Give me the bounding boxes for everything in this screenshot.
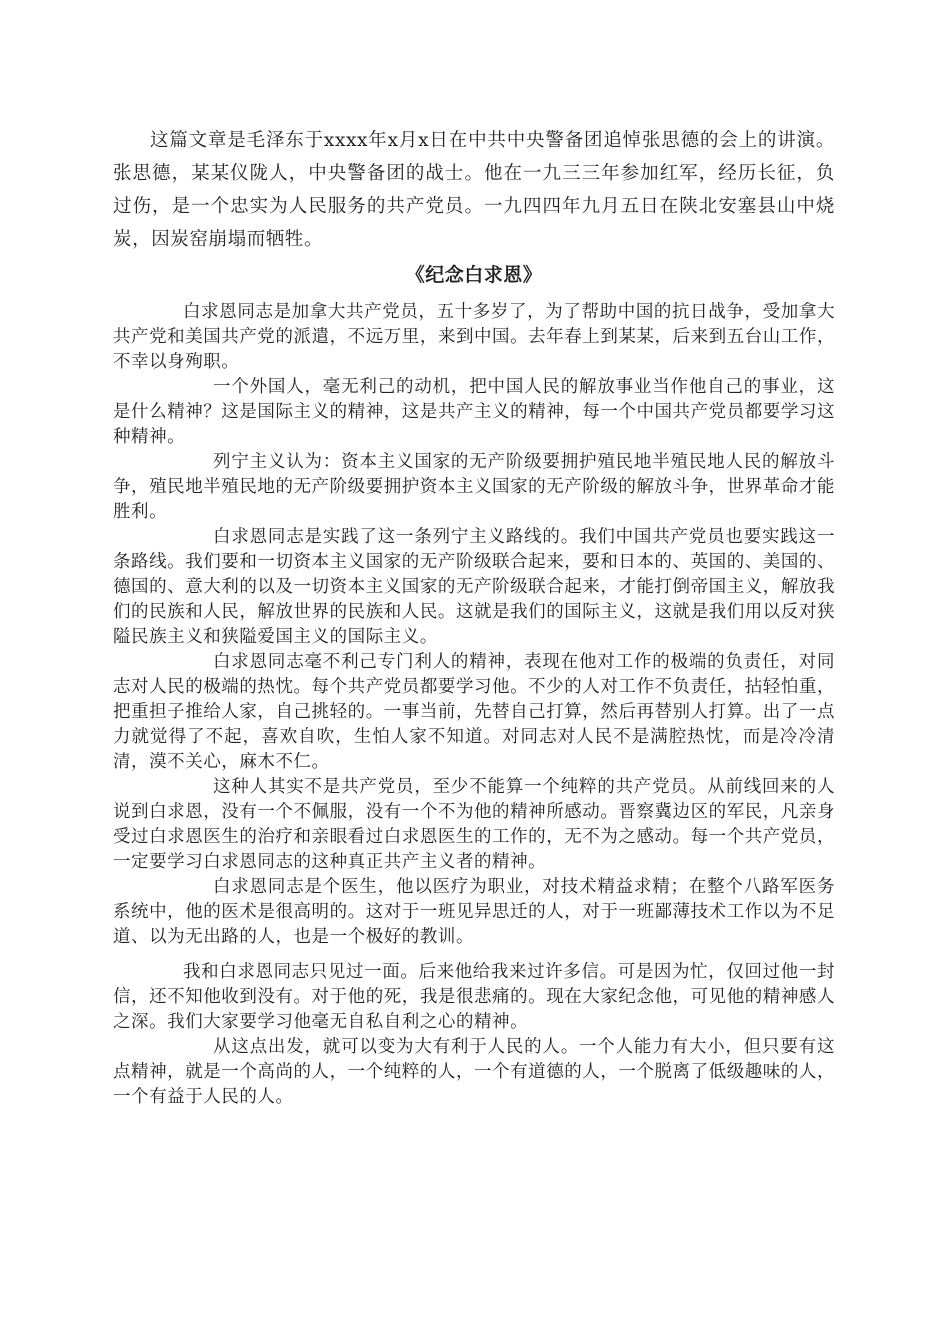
body-paragraph: 白求恩同志是加拿大共产党员，五十多岁了，为了帮助中国的抗日战争，受加拿大共产党和美国共产党的派遣，不远万里，来到中国。去年春上到某某，后来到五台山工作，不幸以身殉职。 (113, 302, 835, 372)
article-title: 《纪念白求恩》 (405, 264, 543, 286)
body-paragraph: 这种人其实不是共产党员，至少不能算一个纯粹的共产党员。从前线回来的人说到白求恩，没有一个不佩服，没有一个不为他的精神所感动。晋察冀边区的军民，凡亲身受过白求恩医生的治疗和亲眼看过白求恩医生的工作的，无不为之感动。每一个共产党员，一定要学习白求恩同志的这种真正共产主义者的精神。 (113, 777, 835, 872)
body-paragraph: 白求恩同志是个医生，他以医疗为职业，对技术精益求精；在整个八路军医务系统中，他的医术是很高明的。这对于一班见异思迁的人，对于一班鄙薄技术工作以为不足道、以为无出路的人，也是一个极好的教训。 (113, 877, 835, 947)
body-paragraph: 从这点出发，就可以变为大有利于人民的人。一个人能力有大小，但只要有这点精神，就是一个高尚的人，一个纯粹的人，一个有道德的人，一个脱离了低级趣味的人，一个有益于人民的人。 (113, 1037, 835, 1107)
intro-paragraph: 这篇文章是毛泽东于xxxx年x月x日在中共中央警备团追悼张思德的会上的讲演。 张思德，某某仪陇人，中央警备团的战士。他在一九三三年参加红军，经历长征，负过伤，是一个忠实为人民服务的共产党员。一九四四年九月五日在陕北安塞县山中烧炭，因炭窑崩塌而牺牲。 (113, 130, 835, 250)
body-paragraph: 我和白求恩同志只见过一面。后来他给我来过许多信。可是因为忙，仅回过他一封信，还不知他收到没有。对于他的死，我是很悲痛的。现在大家纪念他，可见他的精神感人之深。我们大家要学习他毫无自私自利之心的精神。 (113, 962, 835, 1032)
body-paragraph: 白求恩同志毫不利己专门利人的精神，表现在他对工作的极端的负责任，对同志对人民的极端的热忱。每个共产党员都要学习他。不少的人对工作不负责任，拈轻怕重，把重担子推给人家，自己挑轻的。一事当前，先替自己打算，然后再替别人打算。出了一点力就觉得了不起，喜欢自吹，生怕人家不知道。对同志对人民不是满腔热忱，而是冷冷清清，漠不关心，麻木不仁。 (113, 652, 835, 772)
body-paragraph: 列宁主义认为：资本主义国家的无产阶级要拥护殖民地半殖民地人民的解放斗争，殖民地半殖民地的无产阶级要拥护资本主义国家的无产阶级的解放斗争，世界革命才能胜利。 (113, 452, 835, 522)
body-paragraph: 一个外国人，毫无利己的动机，把中国人民的解放事业当作他自己的事业，这是什么精神？这是国际主义的精神，这是共产主义的精神，每一个中国共产党员都要学习这种精神。 (113, 377, 835, 447)
article-body (113, 300, 835, 1110)
body-paragraph: 白求恩同志是实践了这一条列宁主义路线的。我们中国共产党员也要实践这一条路线。我们要和一切资本主义国家的无产阶级联合起来，要和日本的、英国的、美国的、德国的、意大利的以及一切资本主义国家的无产阶级联合起来，才能打倒帝国主义，解放我们的民族和人民，解放世界的民族和人民。这就是我们的国际主义，这就是我们用以反对狭隘民族主义和狭隘爱国主义的国际主义。 (113, 527, 835, 647)
